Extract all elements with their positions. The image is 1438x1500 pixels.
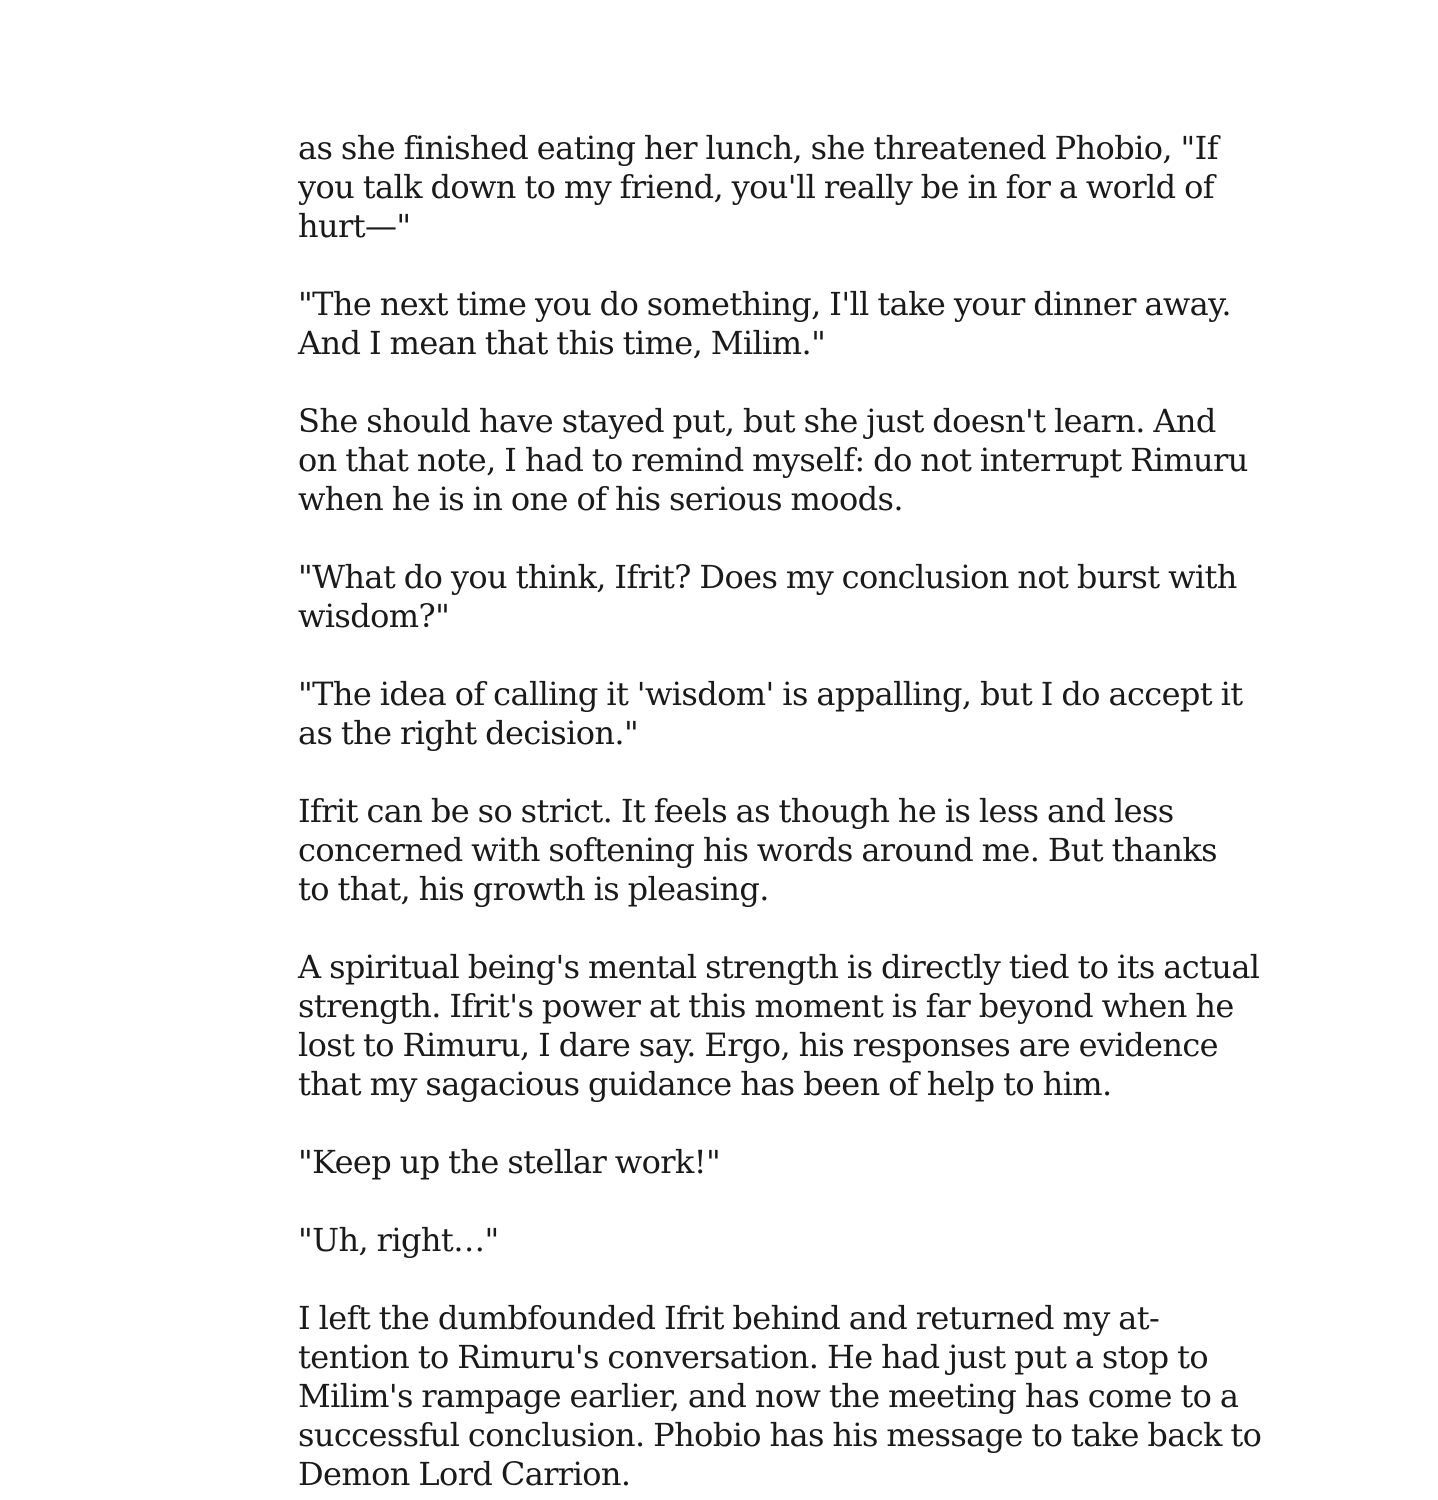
text-line: "Uh, right…" xyxy=(298,1221,499,1259)
text-line: Milim's rampage earlier, and now the meeting has come to a xyxy=(298,1377,1239,1415)
text-line: lost to Rimuru, I dare say. Ergo, his responses are evidence xyxy=(298,1026,1219,1064)
text-line: And I mean that this time, Milim." xyxy=(298,324,826,362)
paragraph-10 xyxy=(298,1299,1262,1494)
text-line: as she finished eating her lunch, she threatened Phobio, "If xyxy=(298,129,1218,167)
text-line: on that note, I had to remind myself: do not interrupt Rimuru xyxy=(298,441,1248,479)
text-line: "The next time you do something, I'll take your dinner away. xyxy=(298,285,1231,323)
text-line: successful conclusion. Phobio has his message to take back to xyxy=(298,1416,1262,1454)
text-line: when he is in one of his serious moods. xyxy=(298,480,903,518)
paragraph-7 xyxy=(298,948,1260,1104)
text-line: Ifrit can be so strict. It feels as though he is less and less xyxy=(298,792,1174,830)
text-line: tention to Rimuru's conversation. He had just put a stop to xyxy=(298,1338,1208,1376)
text-line: to that, his growth is pleasing. xyxy=(298,870,769,908)
paragraph-6 xyxy=(298,792,1217,909)
paragraph-4 xyxy=(298,558,1237,636)
text-line: I left the dumbfounded Ifrit behind and returned my at- xyxy=(298,1299,1160,1337)
text-line: "What do you think, Ifrit? Does my conclusion not burst with xyxy=(298,558,1237,596)
text-line: wisdom?" xyxy=(298,597,450,635)
text-line: "Keep up the stellar work!" xyxy=(298,1143,721,1181)
text-line: you talk down to my friend, you'll really be in for a world of xyxy=(298,168,1215,206)
text-line: strength. Ifrit's power at this moment is far beyond when he xyxy=(298,987,1234,1025)
paragraph-8 xyxy=(298,1143,1158,1182)
body-text xyxy=(298,129,1262,1494)
text-line: hurt—" xyxy=(298,207,411,245)
text-line: "The idea of calling it 'wisdom' is appalling, but I do accept it xyxy=(298,675,1243,713)
text-line: concerned with softening his words around me. But thanks xyxy=(298,831,1217,869)
paragraph-1 xyxy=(298,129,1218,246)
text-line: She should have stayed put, but she just doesn't learn. And xyxy=(298,402,1216,440)
paragraph-3 xyxy=(298,402,1248,519)
text-line: that my sagacious guidance has been of help to him. xyxy=(298,1065,1112,1103)
paragraph-2 xyxy=(298,285,1231,363)
text-line: Demon Lord Carrion. xyxy=(298,1455,631,1493)
paragraph-9 xyxy=(298,1221,1158,1260)
text-line: as the right decision." xyxy=(298,714,639,752)
paragraph-5 xyxy=(298,675,1243,753)
text-line: A spiritual being's mental strength is directly tied to its actual xyxy=(298,948,1260,986)
